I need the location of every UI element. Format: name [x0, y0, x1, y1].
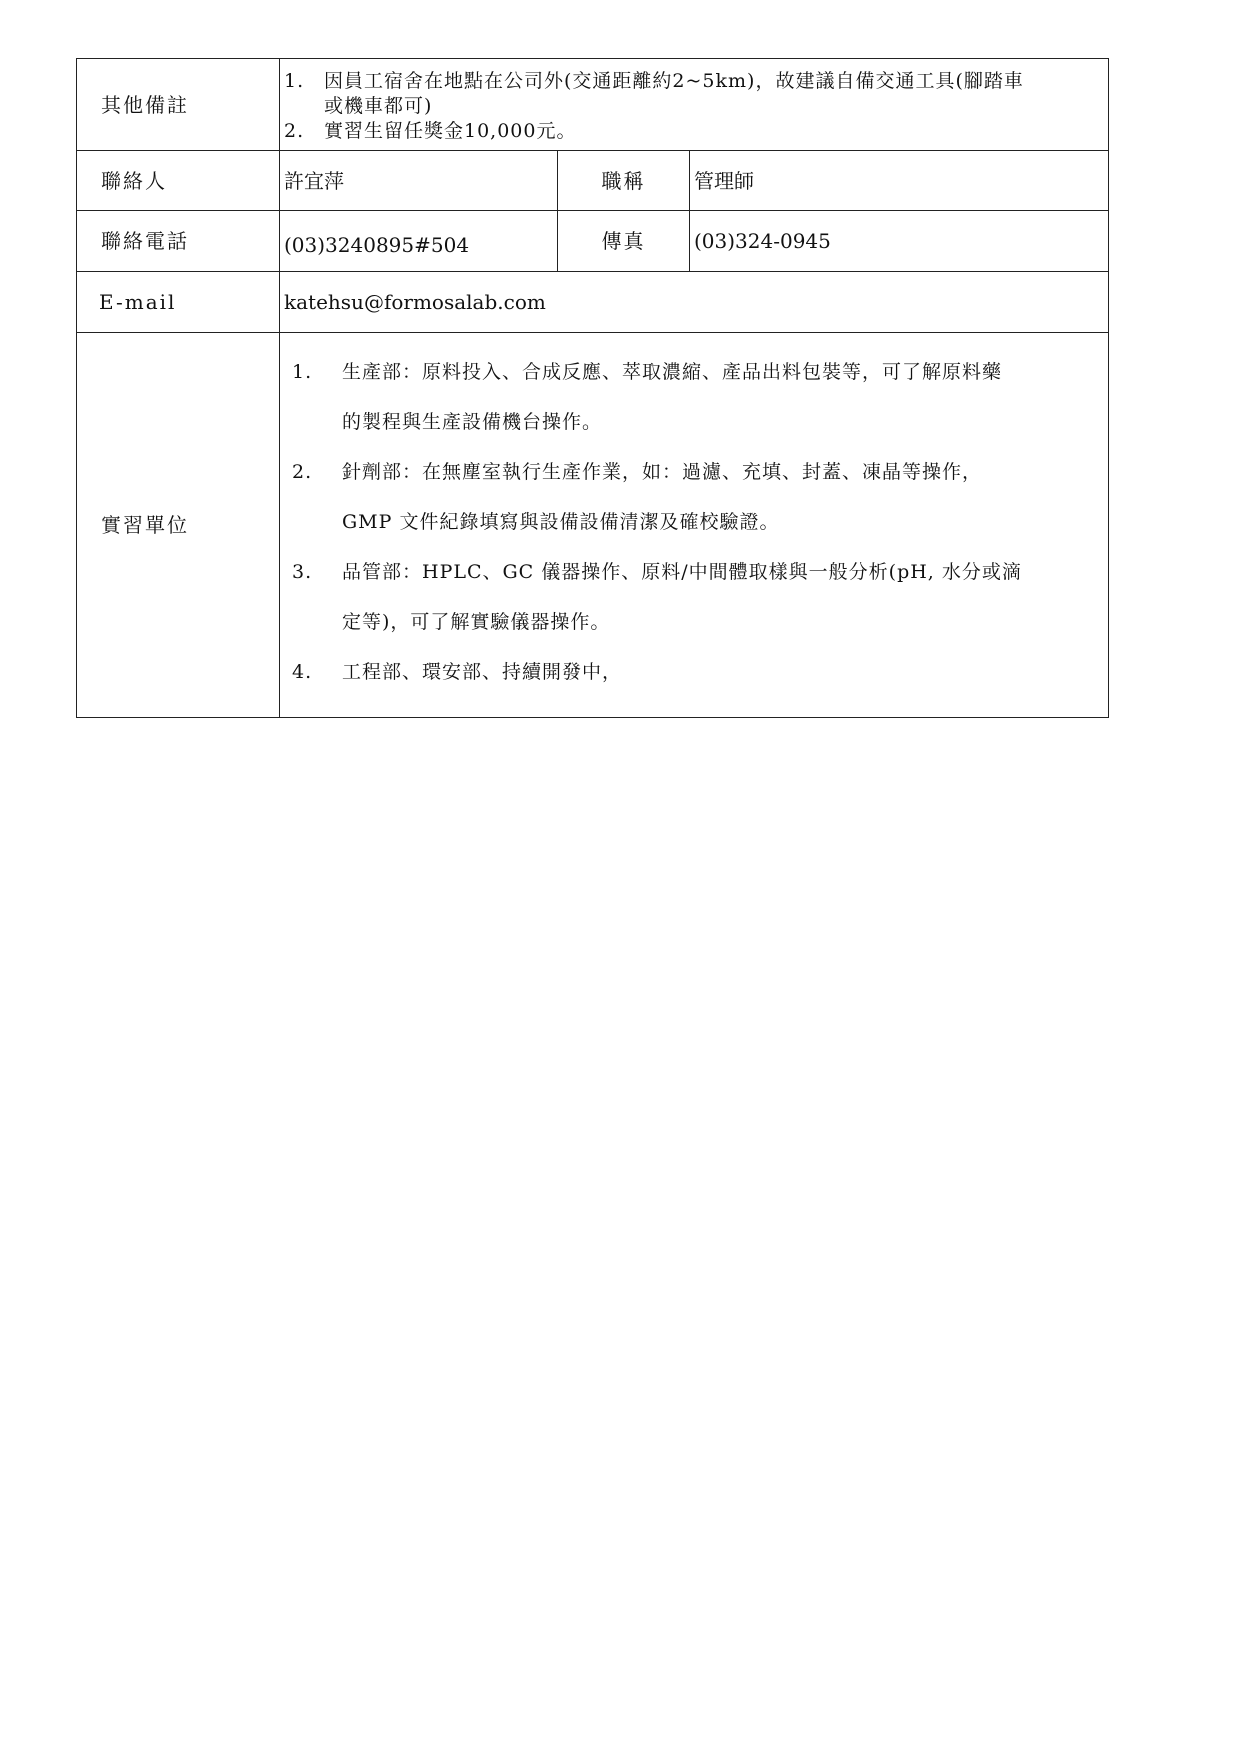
- fax-value: (03)324-0945: [690, 211, 1109, 272]
- fax-label: 傳真: [558, 211, 690, 272]
- job-title-label: 職稱: [558, 151, 690, 211]
- note-item-1-continuation: 或機車都可): [324, 95, 433, 117]
- note-item-1-number: 1.: [284, 70, 305, 92]
- unit-item-1-line-2: 的製程與生產設備機台操作。: [342, 411, 603, 433]
- unit-item-1: [292, 347, 1104, 447]
- notes-list: [280, 65, 1108, 144]
- job-title-value: 管理師: [690, 151, 1109, 211]
- email-value: katehsu@formosalab.com: [280, 272, 1109, 333]
- internship-units-list: [280, 333, 1108, 717]
- internship-units-cell: [280, 333, 1109, 718]
- internship-units-label: 實習單位: [77, 333, 280, 718]
- notes-cell: [280, 59, 1109, 151]
- unit-item-2-number: 2.: [292, 461, 313, 483]
- unit-item-4-number: 4.: [292, 661, 313, 683]
- unit-item-2-body: [342, 447, 1104, 547]
- unit-item-3-number: 3.: [292, 561, 313, 583]
- unit-item-4: [292, 647, 1104, 697]
- unit-item-4-line-1: 工程部、環安部、持續開發中，: [342, 661, 623, 683]
- unit-item-2-line-2: GMP 文件紀錄填寫與設備設備清潔及確校驗證。: [342, 511, 780, 533]
- email-label: E-mail: [77, 272, 280, 333]
- contact-label: 聯絡人: [77, 151, 280, 211]
- unit-item-1-number: 1.: [292, 361, 313, 383]
- unit-item-3-line-2: 定等)，可了解實驗儀器操作。: [342, 611, 611, 633]
- unit-item-3: [292, 547, 1104, 647]
- note-item-1: [284, 69, 1104, 94]
- unit-item-4-body: [342, 647, 1104, 697]
- note-item-2: [284, 119, 1104, 144]
- unit-item-3-body: [342, 547, 1104, 647]
- internship-info-table: [76, 58, 1109, 718]
- note-item-2-number: 2.: [284, 120, 305, 142]
- notes-row: [77, 59, 1109, 151]
- unit-item-1-body: [342, 347, 1104, 447]
- document-page: [76, 58, 1108, 718]
- unit-item-2-line-1: 針劑部：在無塵室執行生產作業，如：過濾、充填、封蓋、凍晶等操作，: [342, 461, 983, 483]
- phone-label: 聯絡電話: [77, 211, 280, 272]
- contact-row: [77, 151, 1109, 211]
- phone-value: (03)3240895#504: [280, 211, 558, 272]
- note-item-1-text: 因員工宿舍在地點在公司外(交通距離約2~5km)，故建議自備交通工具(腳踏車: [324, 70, 1024, 92]
- unit-item-3-line-1: 品管部：HPLC、GC 儀器操作、原料/中間體取樣與一般分析(pH, 水分或滴: [342, 561, 1022, 583]
- notes-label: 其他備註: [77, 59, 280, 151]
- note-item-2-text: 實習生留任獎金10,000元。: [324, 120, 577, 142]
- phone-row: [77, 211, 1109, 272]
- unit-item-1-line-1: 生產部：原料投入、合成反應、萃取濃縮、產品出料包裝等，可了解原料藥: [342, 361, 1003, 383]
- contact-name: 許宜萍: [280, 151, 558, 211]
- internship-units-row: [77, 333, 1109, 718]
- email-row: [77, 272, 1109, 333]
- unit-item-2: [292, 447, 1104, 547]
